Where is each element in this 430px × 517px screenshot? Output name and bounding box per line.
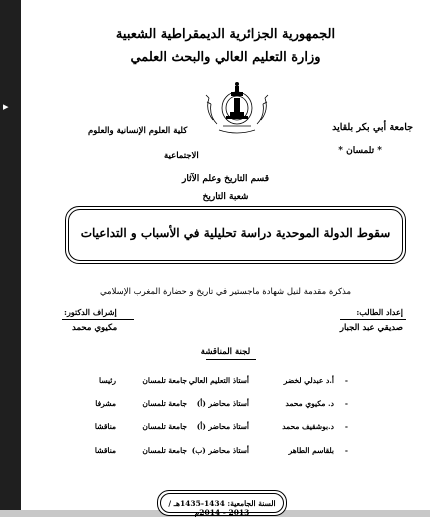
supervisor-name: مكيوي محمد (72, 323, 118, 333)
member-name: د.بوشقيف محمد (282, 422, 334, 431)
student-underline (340, 319, 406, 320)
faculty-name: كلية العلوم الإنسانية والعلوم (88, 126, 188, 136)
member-name: بلقاسم الطاهر (288, 446, 334, 455)
university-name: جامعة أبي بكر بلقايد (332, 122, 413, 133)
branch-name: شعبة التاريخ (202, 192, 249, 202)
supervisor-underline (62, 319, 134, 320)
row-dash: - (344, 422, 348, 431)
committee-row (21, 446, 430, 460)
document-page (21, 0, 430, 517)
academic-year: السنة الجامعية: 1434-1435هـ / 2013 - 2014م (168, 499, 276, 517)
member-role: مناقشا (94, 446, 116, 455)
committee-row (21, 422, 430, 436)
faculty-name-continued: الاجتماعية (164, 151, 199, 161)
member-name: د. مكيوي محمد (285, 399, 334, 408)
member-rank: أستاذ محاضر (أ) (196, 399, 249, 408)
thesis-subtitle: مذكرة مقدمة لنيل شهادة ماجستير في تاريخ و حضارة المغرب الإسلامي (99, 287, 352, 297)
chevron-right-icon[interactable]: ▸ (3, 100, 9, 113)
member-rank: أستاذ التعليم العالي (188, 376, 249, 385)
member-university: جامعة تلمسان (142, 422, 187, 431)
committee-heading: لجنة المناقشة (200, 347, 251, 357)
student-name: صديقي عبد الجبار (339, 323, 403, 333)
supervisor-label: إشراف الدكتور: (64, 307, 117, 317)
row-dash: - (344, 376, 348, 385)
viewer-sidebar (0, 0, 21, 510)
university-emblem-icon (199, 78, 275, 138)
committee-row (21, 376, 430, 390)
member-name: أ.د عبدلي لخضر (283, 376, 334, 385)
department-name: قسم التاريخ وعلم الآثار (182, 174, 269, 184)
committee-underline (206, 359, 256, 360)
committee-row (21, 399, 430, 413)
row-dash: - (344, 446, 348, 455)
thesis-title-box (65, 206, 406, 264)
ministry-heading: وزارة التعليم العالي والبحث العلمي (130, 50, 321, 65)
member-university: جامعة تلمسان (142, 376, 187, 385)
republic-heading: الجمهورية الجزائرية الديمقراطية الشعبية (115, 27, 336, 42)
student-label: إعداد الطالب: (356, 307, 403, 317)
thesis-title: سقوط الدولة الموحدية دراسة تحليلية في الأسباب و التداعيات (80, 226, 391, 240)
member-rank: أستاذ محاضر (أ) (196, 422, 249, 431)
member-university: جامعة تلمسان (142, 446, 187, 455)
member-role: رئيسا (99, 376, 116, 385)
university-city: * تلمسان * (338, 146, 382, 156)
academic-year-box (157, 490, 287, 516)
member-university: جامعة تلمسان (142, 399, 187, 408)
member-role: مناقشا (94, 422, 116, 431)
member-role: مشرفا (95, 399, 116, 408)
member-rank: أستاذ محاضر (ب) (191, 446, 249, 455)
row-dash: - (344, 399, 348, 408)
